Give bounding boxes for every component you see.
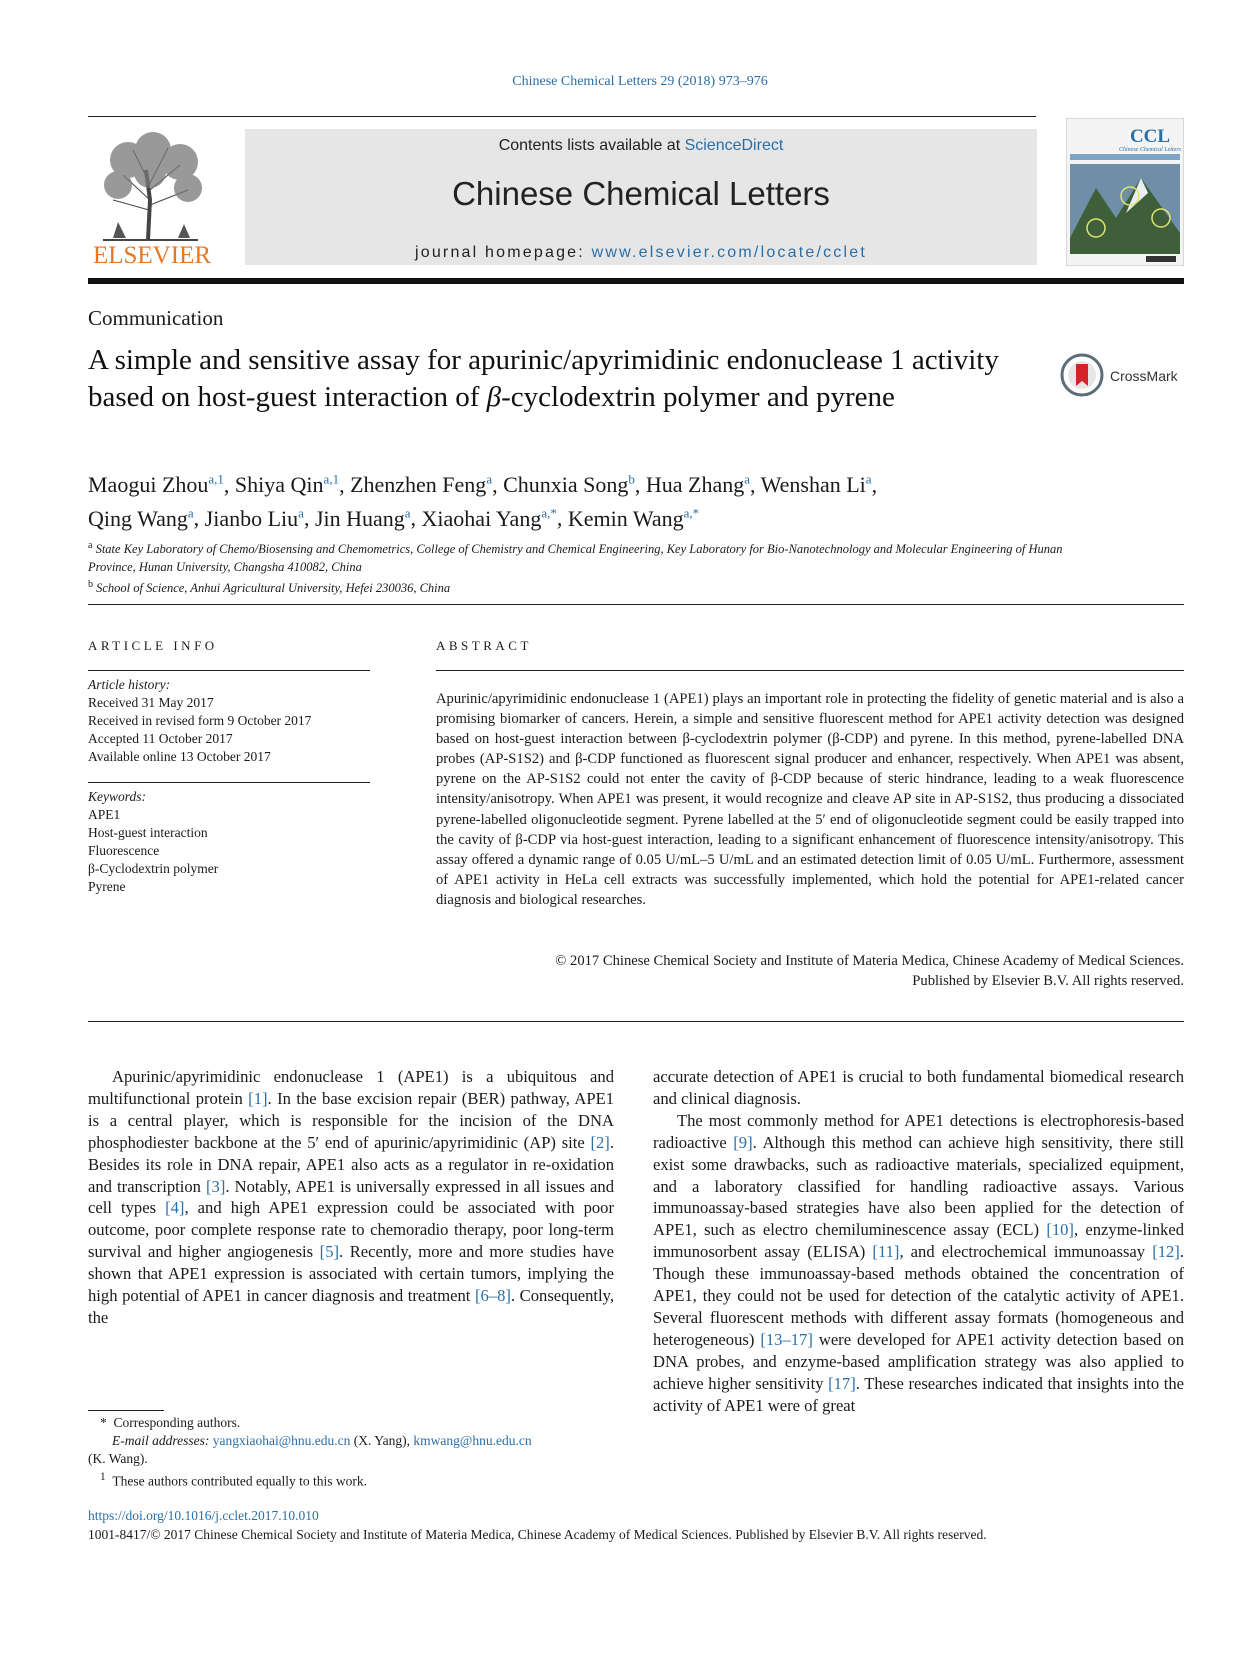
elsevier-wordmark: ELSEVIER [92, 242, 212, 269]
author[interactable]: Wenshan Li$^a$ [760, 472, 872, 498]
svg-text:CrossMark: CrossMark [1110, 368, 1178, 384]
affiliation-b: $^b$ School of Science, Anhui Agricultural University, Hefei 230036, China [88, 579, 451, 596]
author[interactable]: Hua Zhang$^a$ [645, 472, 751, 498]
keywords-rule [88, 782, 370, 783]
article-type: Communication [88, 306, 224, 330]
email-link[interactable]: yangxiaohai@hnu.edu.cn [212, 1433, 351, 1448]
author[interactable]: Qing Wang$^a$ [88, 505, 194, 531]
affiliation-a: $^a$ State Key Laboratory of Chemo/Biosensing and Chemometrics, College of Chemistry and Chemical Engineering, Key Laboratory for Bio-Nanotechnology and Molecular Engineering of Hunan Province, Hunan University, Changsha 410082, China [88, 540, 1063, 574]
article-info-rule [88, 670, 370, 671]
article-info-heading: ARTICLE INFO [88, 638, 218, 653]
text-run: , and high APE1 expression could be associated with poor outcome, poor complete response rate to chemoradio therapy, poor long-term survival and higher angiogenesis [88, 1198, 614, 1262]
history-item: Received in revised form 9 October 2017 [88, 713, 312, 728]
text-run: . Recently, more and more studies have shown that APE1 expression is associated with certain tumors, implying the high potential of APE1 in cancer diagnosis and treatment [88, 1242, 615, 1306]
text-run: . These researches indicated that insights into the activity of APE1 were of great [653, 1373, 1184, 1415]
journal-header-box [245, 129, 1037, 265]
homepage-link[interactable]: www.elsevier.com/locate/cclet [591, 244, 868, 261]
sciencedirect-link[interactable]: ScienceDirect [684, 137, 784, 154]
footnote-corresponding: * Corresponding authors. [100, 1415, 241, 1430]
journal-name: Chinese Chemical Letters [452, 175, 830, 212]
text-run: Apurinic/apyrimidinic endonuclease 1 (APE1) is a ubiquitous and multifunctional protein [88, 1067, 614, 1108]
keyword: Pyrene [88, 879, 126, 894]
elsevier-tree-logo[interactable] [88, 130, 216, 270]
cover-subtitle: Chinese Chemical Letters [1119, 147, 1181, 153]
body-paragraph [653, 1066, 1184, 1110]
author[interactable]: Chunxia Song$^b$ [503, 472, 635, 498]
footnote-emails: E-mail addresses: yangxiaohai@hnu.edu.cn (X. Yang), kmwang@hnu.edu.cn [112, 1433, 532, 1448]
text-run: The most commonly method for APE1 detections is electrophoresis-based radioactive [653, 1110, 1184, 1152]
abstract-rule [436, 670, 1184, 671]
cover-ccl: CCL [1129, 126, 1171, 147]
history-item: Received 31 May 2017 [88, 695, 214, 710]
text-run: , and electrochemical immunoassay [899, 1242, 1153, 1262]
affiliations [88, 537, 1088, 598]
history-item: Available online 13 October 2017 [88, 749, 271, 764]
keyword: Host-guest interaction [88, 825, 208, 840]
keyword: Fluorescence [88, 843, 160, 858]
text-run: . Besides its role in DNA repair, APE1 also acts as a regulator in re-oxidation and transcription [88, 1132, 614, 1196]
reference-link[interactable]: [3] [206, 1176, 226, 1196]
body-column-right [653, 1066, 1184, 1417]
header-thick-rule [88, 278, 1184, 284]
history-item: Accepted 11 October 2017 [88, 731, 233, 746]
text-run: . Consequently, the [88, 1286, 614, 1327]
author[interactable]: Jin Huang$^a$ [314, 505, 411, 531]
abstract-heading: ABSTRACT [436, 638, 532, 653]
abstract-publisher: Published by Elsevier B.V. All rights reserved. [912, 973, 1184, 989]
reference-link[interactable]: [12] [1152, 1242, 1180, 1262]
affiliation-rule [88, 604, 1184, 605]
header-rule [88, 116, 1036, 117]
article-title: A simple and sensitive assay for apurinic/apyrimidinic endonuclease 1 activity based on host-guest interaction of β-cyclodextrin polymer and pyrene [88, 344, 999, 413]
reference-link[interactable]: [5] [319, 1242, 340, 1262]
body-column-left [88, 1066, 614, 1329]
crossmark-badge[interactable] [1060, 352, 1190, 398]
homepage-line: journal homepage: www.elsevier.com/locate/cclet [414, 244, 868, 261]
email-link[interactable]: kmwang@hnu.edu.cn [413, 1433, 532, 1448]
author-list: Maogui Zhou$^{a,1}$, Shiya Qin$^{a,1}$, Zhenzhen Feng$^a$, Chunxia Song$^b$, Hua Zhang$^a$, Wenshan Li$^a$, Qing Wang$^a$, Jianbo Liu$^a$, Jin Huang$^a$, Xiaohai Yang$^{a,*}$, Kemin Wang$^{a,*}$ [88, 472, 878, 531]
contents-line: Contents lists available at ScienceDirect [498, 137, 784, 154]
reference-link[interactable]: [6–8] [474, 1286, 511, 1306]
article-history: Article history: Received 31 May 2017 Received in revised form 9 October 2017 Accepted 11 October 2017 Available online 13 October 2017 [88, 676, 370, 766]
keywords: Keywords: APE1 Host-guest interaction Fluorescence β-Cyclodextrin polymer Pyrene [88, 788, 370, 896]
text-run: . Though these immunoassay-based methods obtained the concentration of APE1, they could not be used for detection of the catalytic activity of APE1. Several fluorescent methods with different assay formats (homogeneous and heterogeneous) [653, 1242, 1184, 1349]
author[interactable]: Zhenzhen Feng$^a$ [350, 472, 493, 498]
body-paragraph [653, 1110, 1184, 1417]
reference-link[interactable]: [2] [590, 1132, 610, 1152]
body-paragraph [88, 1066, 614, 1329]
journal-cover-image[interactable] [1066, 118, 1184, 266]
author[interactable]: Xiaohai Yang$^{a,*}$ [421, 505, 557, 531]
reference-link[interactable]: [10] [1046, 1220, 1074, 1240]
doi-link[interactable]: https://doi.org/10.1016/j.cclet.2017.10.010 [88, 1508, 319, 1523]
abstract-copyright: © 2017 Chinese Chemical Society and Institute of Materia Medica, Chinese Academy of Medical Sciences. [555, 953, 1184, 969]
body-rule [88, 1021, 1184, 1022]
author[interactable]: Shiya Qin$^{a,1}$ [234, 472, 340, 498]
reference-link[interactable]: [4] [165, 1198, 185, 1218]
author[interactable]: Kemin Wang$^{a,*}$ [567, 505, 700, 531]
footnote-rule [88, 1410, 164, 1411]
text-run: were developed for APE1 activity detection based on DNA probes, and enzyme-based amplification strategy was also applied to achieve higher sensitivity [653, 1329, 1184, 1393]
text-run: , enzyme-linked immunosorbent assay (ELISA) [653, 1220, 1184, 1262]
author[interactable]: Maogui Zhou$^{a,1}$ [88, 472, 224, 498]
journal-citation[interactable]: Chinese Chemical Letters 29 (2018) 973–976 [512, 74, 768, 89]
keyword: APE1 [88, 807, 121, 822]
text-run: . In the base excision repair (BER) pathway, APE1 is a central player, which is responsible for the incision of the DNA phosphodiester backbone at the 5′ end of apurinic/apyrimidinic (AP) site [88, 1088, 614, 1152]
reference-link[interactable]: [9] [733, 1132, 753, 1152]
text-run: . Although this method can achieve high sensitivity, there still exist some drawbacks, such as radioactive materials, specialized equipment, and a laboratory classified for handling radioactive assays. Various immunoassay-based strategies have also been applied for the detection of APE1, such as electro chemiluminescence assay (ECL) [653, 1132, 1184, 1240]
reference-link[interactable]: [11] [872, 1242, 900, 1262]
reference-link[interactable]: [1] [248, 1088, 268, 1108]
footnotes: * Corresponding authors. E-mail addresses: yangxiaohai@hnu.edu.cn (X. Yang), kmwang@hnu.edu.cn (K. Wang). $^1$ These authors contributed equally to this work. [88, 1414, 614, 1491]
reference-link[interactable]: [17] [828, 1373, 856, 1393]
keyword: β-Cyclodextrin polymer [88, 861, 219, 876]
abstract-text: Apurinic/apyrimidinic endonuclease 1 (APE1) plays an important role in protecting the fidelity of genetic material and is also a promising biomarker of cancers. Herein, a simple and sensitive fluorescent method for APE1 activity detection was designed based on host-guest interaction between β-cyclodextrin polymer (β-CDP) and pyrene. In this method, pyrene-labelled DNA probes (AP-S1S2) and β-CDP functioned as fluorescent signal producer and enhancer, respectively. When APE1 was absent, pyrene on the AP-S1S2 could not enter the cavity of β-CDP because of steric hindrance, leading to a weak fluorescence intensity/anisotropy. When APE1 was present, it would recognize and cleave AP site in AP-S1S2, thus producing a dissociated pyrene-labelled oligonucleotide segment. Pyrene labelled at the 5′ end of oligonucleotide segment could be easily trapped into the cavity of β-CDP via host-guest interaction, leading to a significant enhancement of fluorescence intensity/anisotropy. This assay offered a dynamic range of 0.05 U/mL–5 U/mL and an estimated detection limit of 0.05 U/mL. Furthermore, assessment of APE1 activity in HeLa cell extracts was successfully implemented, which hold the potential for APE1-related cancer diagnosis and biological researches. [436, 691, 1184, 908]
author[interactable]: Jianbo Liu$^a$ [204, 505, 304, 531]
reference-link[interactable]: [13–17] [760, 1329, 813, 1349]
text-run: accurate detection of APE1 is crucial to both fundamental biomedical research and clinical diagnosis. [653, 1067, 1184, 1108]
text-run: . Notably, APE1 is universally expressed in all issues and cell types [88, 1176, 614, 1218]
footnote-equal: $^1$ These authors contributed equally to this work. [100, 1471, 367, 1489]
issn-copyright: 1001-8417/© 2017 Chinese Chemical Society and Institute of Materia Medica, Chinese Academy of Medical Sciences. Published by Elsevier B.V. All rights reserved. [88, 1527, 987, 1542]
